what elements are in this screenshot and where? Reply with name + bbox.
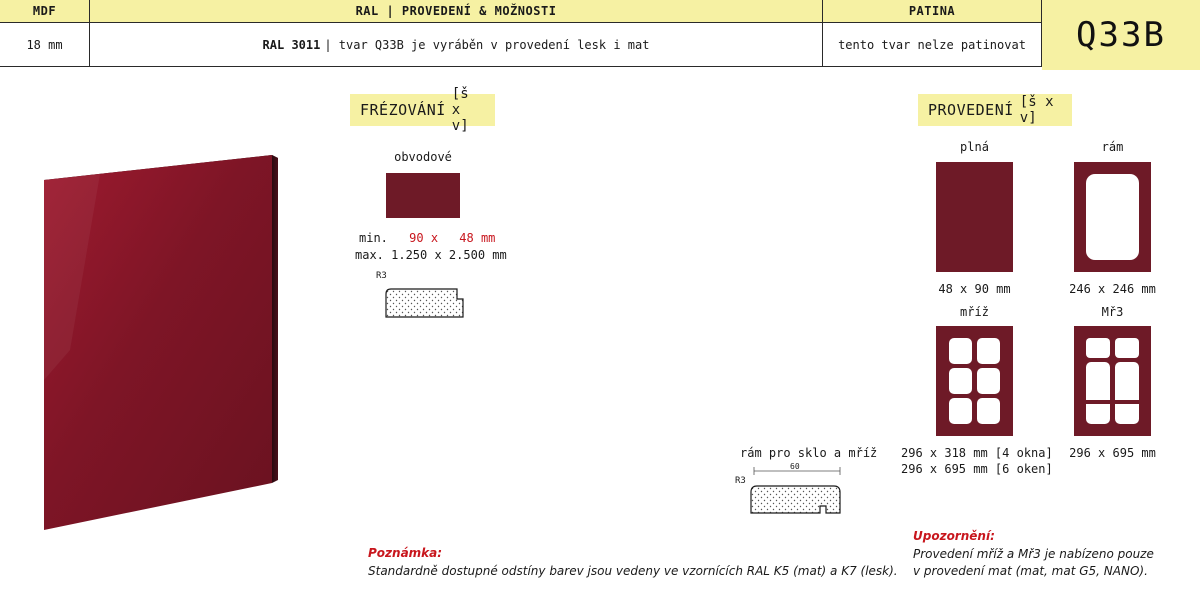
ral-text: | tvar Q33B je vyráběn v provedení lesk i mat [324, 37, 650, 52]
milling-swatch [386, 173, 460, 218]
milling-dims: [š x v] [451, 86, 469, 134]
version-swatch-ram [1074, 162, 1151, 272]
version-name-ram: rám [1101, 140, 1124, 154]
note-title: Poznámka: [368, 546, 443, 560]
frame-profile-drawing [748, 478, 844, 516]
milling-heading [350, 86, 495, 134]
spec-body-row [0, 23, 1042, 67]
milling-radius-label: R3 [376, 271, 387, 281]
header-ral: RAL | PROVEDENÍ & MOŽNOSTI [89, 0, 822, 23]
versions-title: PROVEDENÍ [928, 101, 1014, 119]
milling-type-label: obvodové [394, 150, 452, 164]
patina-value: tento tvar nelze patinovat [822, 23, 1042, 67]
min-label: min. [359, 231, 388, 245]
frame-width-label: 60 [790, 462, 800, 471]
versions-dims: [š x v] [1019, 94, 1054, 126]
version-swatch-plna [936, 162, 1013, 272]
version-size-mriz-1: 296 x 318 mm [4 okna] [901, 446, 1053, 460]
version-swatch-mriz [936, 326, 1013, 436]
frame-width-dimension [752, 466, 842, 476]
version-size-mriz-2: 296 x 695 mm [6 oken] [901, 462, 1053, 476]
frame-radius-label: R3 [735, 476, 746, 486]
milling-title: FRÉZOVÁNÍ [360, 101, 446, 119]
ral-code: RAL 3011 [262, 37, 321, 52]
version-size-mr3: 296 x 695 mm [1069, 446, 1156, 460]
spec-header-row [0, 0, 1042, 23]
door-image [40, 150, 285, 535]
version-name-plna: plná [960, 140, 989, 154]
milling-profile-drawing [383, 281, 467, 319]
note-text: Standardně dostupné odstíny barev jsou vedeny ve vzornících RAL K5 (mat) a K7 (lesk). [368, 564, 898, 578]
min-width: 90 x [409, 231, 439, 245]
header-patina: PATINA [822, 0, 1042, 23]
min-size-line [359, 231, 495, 245]
frame-profile-label: rám pro sklo a mříž [740, 446, 878, 460]
versions-heading [918, 94, 1072, 126]
max-size-line: max. 1.250 x 2.500 mm [355, 248, 507, 262]
header-mdf: MDF [0, 0, 89, 23]
warning-line-2: v provedení mat (mat, mat G5, NANO). [913, 564, 1148, 578]
ral-description [89, 23, 822, 67]
warning-line-1: Provedení mříž a Mř3 je nabízeno pouze [913, 547, 1154, 561]
spec-table [0, 0, 1042, 67]
version-name-mriz: mříž [960, 305, 989, 319]
version-swatch-mr3 [1074, 326, 1151, 436]
thickness-value: 18 mm [0, 23, 89, 67]
product-code: Q33B [1042, 0, 1200, 70]
warning-title: Upozornění: [913, 529, 995, 543]
min-height: 48 mm [459, 231, 496, 245]
version-name-mr3: Mř3 [1101, 305, 1124, 319]
version-size-plna: 48 x 90 mm [938, 282, 1011, 296]
version-size-ram: 246 x 246 mm [1069, 282, 1156, 296]
